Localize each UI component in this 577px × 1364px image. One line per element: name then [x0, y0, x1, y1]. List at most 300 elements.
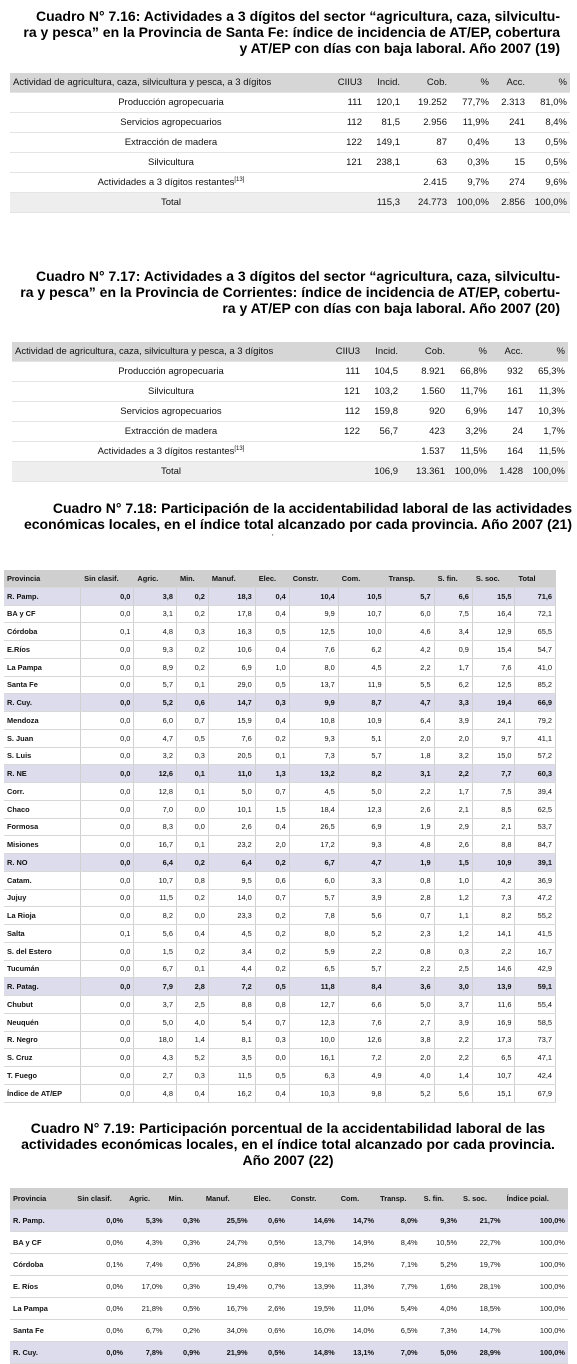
table-cell — [203, 1232, 251, 1254]
table-cell — [338, 641, 385, 659]
cell-text: R. Pamp. — [7, 591, 39, 601]
table-cell — [255, 871, 289, 889]
cell-text: 12,6 — [367, 1035, 382, 1045]
cell-text: 0,5 — [275, 1070, 286, 1080]
table-cell — [255, 818, 289, 836]
caption-7-17 — [18, 268, 560, 316]
table-7-18 — [4, 570, 556, 1103]
caption-line: Cuadro N° 7.16: Actividades a 3 dígitos del sector “agricultura, caza, silvicultu- — [35, 8, 560, 24]
table-cell — [74, 1254, 126, 1276]
table-cell — [377, 1210, 421, 1232]
cell-text: 4,0% — [440, 1304, 458, 1313]
table-cell — [421, 1232, 460, 1254]
table-cell — [176, 907, 208, 925]
table-cell — [434, 1013, 472, 1031]
cell-text: 0,2 — [275, 928, 286, 938]
caption-line: y AT/EP con días con baja laboral. Año 2007 (19) — [239, 40, 560, 56]
table-cell — [385, 854, 434, 872]
table-cell — [472, 996, 515, 1014]
table-cell — [515, 1049, 556, 1067]
cell-text: 9,9 — [324, 698, 335, 708]
cell-text: 238,1 — [376, 157, 400, 168]
table-cell — [176, 605, 208, 623]
table-row — [4, 942, 556, 960]
table-row — [10, 133, 570, 153]
table-cell — [255, 800, 289, 818]
table-cell — [434, 623, 472, 641]
row-label — [10, 173, 332, 193]
table-cell — [515, 854, 556, 872]
table-cell — [203, 1342, 251, 1364]
caption-line: ra y pesca” en la Provincia de Santa Fe: índice de incidencia de AT/EP, cobertura — [23, 24, 560, 40]
table-cell — [255, 889, 289, 907]
cell-text: 5,4 — [241, 1017, 252, 1027]
cell-text: 7,3 — [324, 751, 335, 761]
cell-text: 7,6 — [324, 644, 335, 654]
cell-text: BA y CF — [13, 1238, 42, 1247]
table-cell — [255, 712, 289, 730]
cell-text: 2.415 — [423, 177, 447, 188]
cell-text: 0,3 — [194, 627, 205, 637]
table-row — [12, 362, 568, 382]
row-label — [12, 422, 330, 442]
cell-text: 0,0 — [120, 893, 131, 903]
cell-text: 18,5% — [479, 1304, 501, 1313]
table-cell — [490, 442, 526, 462]
column-header: Provincia — [10, 1188, 74, 1210]
cell-text: 6,2 — [371, 644, 382, 654]
table-cell — [434, 712, 472, 730]
footnote-ref: [13] — [234, 445, 245, 452]
cell-text: R. NE — [7, 769, 27, 779]
cell-text: 8,9 — [162, 662, 173, 672]
cell-text: 0,6 — [275, 875, 286, 885]
table-cell — [255, 1084, 289, 1102]
table-cell — [434, 694, 472, 712]
cell-text: 5,1 — [371, 733, 382, 743]
table-cell — [434, 729, 472, 747]
cell-text: 8,2 — [162, 911, 173, 921]
table-cell — [492, 133, 528, 153]
table-cell — [288, 1232, 338, 1254]
cell-text: 18,4 — [320, 804, 335, 814]
cell-text: 241 — [509, 117, 525, 128]
row-label — [4, 836, 81, 854]
cell-text: 6,4 — [241, 857, 252, 867]
cell-text: 84,7 — [537, 840, 552, 850]
cell-text: 100,0% — [456, 197, 489, 208]
cell-text: 13,1% — [353, 1348, 375, 1357]
table-cell — [338, 1320, 377, 1342]
cell-text: 0,0 — [120, 1070, 131, 1080]
cell-text: 0,5% — [183, 1304, 200, 1313]
cell-text: 54,7 — [537, 644, 552, 654]
table-row — [12, 402, 568, 422]
cell-text: 100,0% — [534, 197, 567, 208]
row-label — [10, 1342, 74, 1364]
cell-text: 10,1 — [237, 804, 252, 814]
table-cell — [365, 133, 403, 153]
cell-text: 55,4 — [537, 999, 552, 1009]
table-cell — [472, 854, 515, 872]
table-cell — [176, 836, 208, 854]
table-cell — [208, 765, 255, 783]
table-cell — [385, 641, 434, 659]
table-cell — [289, 854, 338, 872]
table-cell — [460, 1298, 504, 1320]
cell-text: 18,3 — [237, 591, 252, 601]
table-cell — [504, 1342, 568, 1364]
cell-text: Total — [160, 466, 182, 477]
column-header: Constr. — [288, 1188, 338, 1210]
table-cell — [81, 587, 134, 605]
table-cell — [515, 712, 556, 730]
cell-text: 149,1 — [376, 137, 400, 148]
table-cell — [338, 747, 385, 765]
cell-text: La Pampa — [13, 1304, 48, 1313]
table-cell — [288, 1320, 338, 1342]
cell-text: 19,4% — [226, 1282, 248, 1291]
table-cell — [472, 1031, 515, 1049]
table-cell — [81, 818, 134, 836]
cell-text: 0,0% — [106, 1348, 124, 1357]
table-cell — [208, 605, 255, 623]
cell-text: Córdoba — [13, 1260, 44, 1269]
table-cell — [134, 836, 177, 854]
table-cell — [255, 907, 289, 925]
cell-text: 0,0 — [120, 946, 131, 956]
cell-text: 1,7 — [458, 786, 469, 796]
cell-text: 14,8% — [313, 1348, 335, 1357]
cell-text: 10,8 — [320, 715, 335, 725]
cell-text: 115,3 — [376, 197, 400, 208]
cell-text: 3,3 — [458, 698, 469, 708]
cell-text: Misiones — [7, 840, 39, 850]
cell-text: 11,0% — [353, 1304, 375, 1313]
cell-text: 14,0% — [353, 1326, 375, 1335]
cell-text: 5,2 — [162, 698, 173, 708]
table-cell — [421, 1254, 460, 1276]
table-row — [4, 1067, 556, 1085]
cell-text: 0,2 — [275, 911, 286, 921]
table-cell — [515, 836, 556, 854]
table-cell — [385, 925, 434, 943]
cell-text: 66,8% — [460, 366, 487, 377]
table-row — [10, 153, 570, 173]
table-cell — [338, 1298, 377, 1320]
caption-line: económicas locales, en el índice total alcanzado por cada provincia. Año 2007 (21) — [23, 516, 572, 532]
table-cell — [255, 942, 289, 960]
cell-text: 8,4% — [400, 1238, 418, 1247]
table-cell — [385, 765, 434, 783]
cell-text: 6,4 — [420, 715, 431, 725]
table-cell — [526, 462, 568, 482]
cell-text: 121 — [346, 157, 362, 168]
cell-text: 23,3 — [237, 911, 252, 921]
cell-text: 81,5 — [381, 117, 400, 128]
cell-text: 1,0 — [458, 875, 469, 885]
cell-text: 2,3 — [420, 928, 431, 938]
table-row — [4, 1084, 556, 1102]
table-cell — [338, 854, 385, 872]
table-cell — [126, 1298, 165, 1320]
cell-text: 6,9% — [465, 406, 487, 417]
cell-text: Jujuy — [7, 893, 27, 903]
cell-text: 12,6 — [158, 769, 173, 779]
table-cell — [338, 960, 385, 978]
table-cell — [255, 641, 289, 659]
cell-text: 2,1 — [501, 822, 512, 832]
cell-text: 6,5 — [324, 964, 335, 974]
cell-text: Índice de AT/EP — [7, 1088, 63, 1098]
table-cell — [528, 153, 570, 173]
table-cell — [251, 1342, 288, 1364]
cell-text: 0,2 — [275, 946, 286, 956]
cell-text: 81,0% — [540, 97, 567, 108]
table-cell — [434, 818, 472, 836]
table-cell — [460, 1254, 504, 1276]
cell-text: 0,2 — [194, 644, 205, 654]
table-cell — [515, 978, 556, 996]
cell-text: 11,5% — [538, 446, 565, 457]
table-cell — [176, 942, 208, 960]
cell-text: 13,7 — [320, 680, 335, 690]
cell-text: 9,3 — [162, 644, 173, 654]
table-cell — [255, 996, 289, 1014]
cell-text: 0,5% — [268, 1348, 285, 1357]
cell-text: 12,3 — [320, 1017, 335, 1027]
cell-text: 4,8 — [162, 1088, 173, 1098]
column-header: Elec. — [251, 1188, 288, 1210]
cell-text: 9,3% — [440, 1216, 458, 1225]
table-cell — [330, 402, 363, 422]
row-label — [10, 153, 332, 173]
table-cell — [81, 1031, 134, 1049]
cell-text: 1,2 — [458, 893, 469, 903]
table-cell — [255, 676, 289, 694]
table-cell — [289, 907, 338, 925]
cell-text: 111 — [347, 97, 362, 108]
table-cell — [203, 1298, 251, 1320]
table-cell — [81, 658, 134, 676]
cell-text: 0,7 — [275, 893, 286, 903]
table-cell — [289, 712, 338, 730]
cell-text: 21,9% — [226, 1348, 248, 1357]
table-cell — [338, 623, 385, 641]
table-cell — [176, 712, 208, 730]
table-cell — [504, 1320, 568, 1342]
table-cell — [176, 1067, 208, 1085]
table-cell — [403, 93, 450, 113]
table-row — [4, 729, 556, 747]
cell-text: 2,2 — [420, 662, 431, 672]
cell-text: Producción agropecuaria — [118, 366, 224, 377]
table-cell — [208, 676, 255, 694]
row-label — [4, 712, 81, 730]
cell-text: 9,7 — [501, 733, 512, 743]
table-cell — [434, 765, 472, 783]
table-cell — [434, 676, 472, 694]
cell-text: 112 — [346, 117, 362, 128]
table-cell — [134, 694, 177, 712]
column-header: Elec. — [255, 570, 289, 587]
column-header: Provincia — [4, 570, 81, 587]
table-row — [10, 93, 570, 113]
cell-text: 2.856 — [501, 197, 525, 208]
table-cell — [363, 442, 401, 462]
table-row — [10, 1210, 568, 1232]
table-cell — [385, 694, 434, 712]
table-cell — [289, 783, 338, 801]
row-label — [4, 765, 81, 783]
table-cell — [208, 871, 255, 889]
table-cell — [289, 747, 338, 765]
cell-text: 100,0% — [539, 1216, 565, 1225]
cell-text: 274 — [509, 177, 525, 188]
table-cell — [208, 712, 255, 730]
cell-text: 8,0 — [324, 662, 335, 672]
cell-text: 3,4 — [458, 627, 469, 637]
table-cell — [176, 996, 208, 1014]
table-cell — [81, 765, 134, 783]
cell-text: 0,3 — [194, 1070, 205, 1080]
cell-text: 0,9% — [183, 1348, 200, 1357]
cell-text: 4,5 — [371, 662, 382, 672]
table-cell — [330, 382, 363, 402]
header-row — [10, 1188, 568, 1210]
cell-text: 3,2 — [458, 751, 469, 761]
table-cell — [176, 800, 208, 818]
table-cell — [472, 747, 515, 765]
cell-text: 22,7% — [479, 1238, 501, 1247]
cell-text: 1,2 — [458, 928, 469, 938]
cell-text: 3,7 — [458, 999, 469, 1009]
table-cell — [332, 133, 365, 153]
cell-text: 6,0 — [324, 875, 335, 885]
table-cell — [492, 93, 528, 113]
cell-text: S. Juan — [7, 733, 34, 743]
table-cell — [450, 113, 492, 133]
cell-text: 9,7% — [467, 177, 489, 188]
cell-text: 34,0% — [226, 1326, 248, 1335]
cell-text: 9,6% — [545, 177, 567, 188]
column-header: Transp. — [377, 1188, 421, 1210]
cell-text: 3,9 — [458, 715, 469, 725]
cell-text: 41,5 — [537, 928, 552, 938]
table-cell — [434, 587, 472, 605]
cell-text: 1,8 — [420, 751, 431, 761]
cell-text: 72,1 — [537, 609, 552, 619]
cell-text: 79,2 — [537, 715, 552, 725]
table-cell — [289, 836, 338, 854]
cell-text: 2,1 — [458, 804, 469, 814]
column-header: Cob. — [401, 342, 448, 362]
cell-text: 120,1 — [376, 97, 400, 108]
cell-text: La Rioja — [7, 911, 36, 921]
cell-text: 26,5 — [320, 822, 335, 832]
table-cell — [176, 623, 208, 641]
cell-text: 15,1 — [497, 1088, 512, 1098]
table-cell — [134, 676, 177, 694]
cell-text: 7,3% — [440, 1326, 458, 1335]
row-label — [12, 382, 330, 402]
table-row — [4, 658, 556, 676]
cell-text: 14,9% — [353, 1238, 375, 1247]
cell-text: 19,5% — [313, 1304, 335, 1313]
table-cell — [288, 1298, 338, 1320]
cell-text: Santa Fe — [13, 1326, 44, 1335]
table-cell — [515, 800, 556, 818]
cell-text: E.Ríos — [7, 644, 30, 654]
table-cell — [450, 173, 492, 193]
cell-text: 55,2 — [537, 911, 552, 921]
table-cell — [338, 1210, 377, 1232]
table-cell — [134, 605, 177, 623]
cell-text: 5,5 — [420, 680, 431, 690]
row-label — [4, 800, 81, 818]
table-cell — [434, 605, 472, 623]
table-cell — [385, 623, 434, 641]
table-cell — [338, 1084, 385, 1102]
table-cell — [403, 113, 450, 133]
table-cell — [338, 1049, 385, 1067]
table-row — [4, 605, 556, 623]
table-cell — [126, 1320, 165, 1342]
cell-text: 2,2 — [420, 786, 431, 796]
column-header: S. soc. — [472, 570, 515, 587]
cell-text: 28,1% — [479, 1282, 501, 1291]
table-cell — [377, 1320, 421, 1342]
table-cell — [176, 960, 208, 978]
cell-text: 3,3 — [371, 875, 382, 885]
cell-text: 66,9 — [537, 698, 552, 708]
table-cell — [338, 871, 385, 889]
column-header: Manuf. — [203, 1188, 251, 1210]
cell-text: 112 — [344, 406, 360, 417]
table-cell — [492, 193, 528, 213]
cell-text: 3,2 — [162, 751, 173, 761]
cell-text: 0,5% — [268, 1238, 285, 1247]
cell-text: 0,0 — [120, 840, 131, 850]
table-cell — [208, 800, 255, 818]
cell-text: 161 — [507, 386, 523, 397]
cell-text: 0,7 — [194, 715, 205, 725]
cell-text: Córdoba — [7, 627, 38, 637]
table-cell — [472, 658, 515, 676]
cell-text: 9,5 — [241, 875, 252, 885]
cell-text: 10,6 — [237, 644, 252, 654]
table-cell — [338, 587, 385, 605]
table-cell — [385, 1013, 434, 1031]
table-cell — [338, 907, 385, 925]
table-cell — [338, 712, 385, 730]
column-header: Agric. — [126, 1188, 165, 1210]
table-cell — [81, 942, 134, 960]
column-header: Actividad de agricultura, caza, silvicultura y pesca, a 3 dígitos — [10, 73, 332, 93]
table-cell — [434, 925, 472, 943]
cell-text: 106,9 — [374, 466, 398, 477]
table-cell — [472, 836, 515, 854]
cell-text: 0,0 — [120, 1035, 131, 1045]
cell-text: 14,7% — [353, 1216, 375, 1225]
cell-text: 2.313 — [501, 97, 525, 108]
cell-text: 11,5 — [237, 1070, 252, 1080]
cell-text: 121 — [344, 386, 360, 397]
table-cell — [401, 422, 448, 442]
column-header: Índice pcial. — [504, 1188, 568, 1210]
column-header: Total — [515, 570, 556, 587]
table-cell — [126, 1276, 165, 1298]
